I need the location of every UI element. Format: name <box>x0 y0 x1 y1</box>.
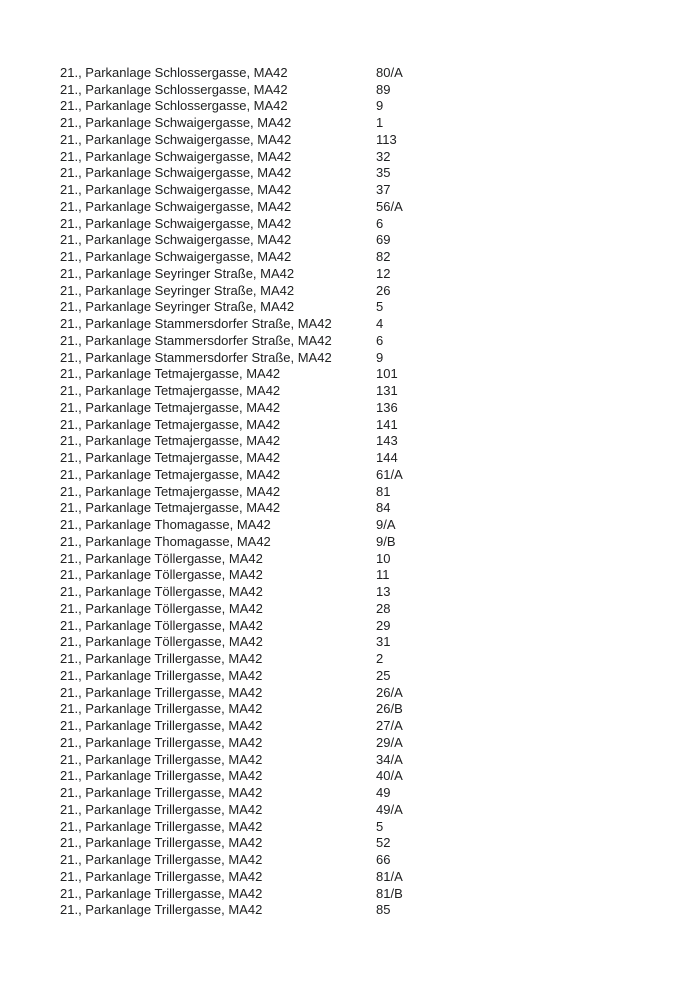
park-location-name: 21., Parkanlage Schwaigergasse, MA42 <box>60 232 292 248</box>
park-location-number: 113 <box>376 131 397 147</box>
park-location-number: 89 <box>376 81 391 97</box>
list-item <box>60 835 660 852</box>
park-location-name: 21., Parkanlage Trillergasse, MA42 <box>60 651 263 667</box>
park-location-number: 49/A <box>376 801 403 817</box>
park-location-name: 21., Parkanlage Trillergasse, MA42 <box>60 785 263 801</box>
park-location-number: 81/B <box>376 885 403 901</box>
park-location-number: 35 <box>376 165 391 181</box>
list-item <box>60 768 660 785</box>
park-location-number: 144 <box>376 450 398 466</box>
park-location-name: 21., Parkanlage Töllergasse, MA42 <box>60 584 263 600</box>
park-location-number: 101 <box>376 366 398 382</box>
park-location-number: 27/A <box>376 718 403 734</box>
park-location-number: 80/A <box>376 64 403 80</box>
park-location-name: 21., Parkanlage Seyringer Straße, MA42 <box>60 265 295 281</box>
list-item <box>60 902 660 919</box>
park-location-number: 9 <box>376 349 384 365</box>
park-location-name: 21., Parkanlage Schwaigergasse, MA42 <box>60 131 292 147</box>
park-location-number: 56/A <box>376 198 403 214</box>
list-item <box>60 684 660 701</box>
park-location-number: 13 <box>376 584 391 600</box>
list-item <box>60 131 660 148</box>
park-location-number: 61/A <box>376 466 403 482</box>
park-location-name: 21., Parkanlage Schwaigergasse, MA42 <box>60 249 292 265</box>
park-location-number: 6 <box>376 215 384 231</box>
park-location-name: 21., Parkanlage Tetmajergasse, MA42 <box>60 450 281 466</box>
list-item <box>60 466 660 483</box>
park-location-name: 21., Parkanlage Thomagasse, MA42 <box>60 517 271 533</box>
park-location-list <box>60 64 660 918</box>
park-location-name: 21., Parkanlage Töllergasse, MA42 <box>60 567 263 583</box>
park-location-number: 9 <box>376 98 384 114</box>
list-item <box>60 315 660 332</box>
list-item <box>60 634 660 651</box>
list-item <box>60 98 660 115</box>
list-item <box>60 533 660 550</box>
park-location-number: 85 <box>376 902 391 918</box>
park-location-name: 21., Parkanlage Tetmajergasse, MA42 <box>60 500 281 516</box>
park-location-number: 5 <box>376 818 384 834</box>
list-item <box>60 600 660 617</box>
park-location-number: 5 <box>376 299 384 315</box>
list-item <box>60 818 660 835</box>
list-item <box>60 885 660 902</box>
park-location-name: 21., Parkanlage Stammersdorfer Straße, MA42 <box>60 349 332 365</box>
park-location-name: 21., Parkanlage Tetmajergasse, MA42 <box>60 483 281 499</box>
park-location-name: 21., Parkanlage Trillergasse, MA42 <box>60 684 263 700</box>
park-location-name: 21., Parkanlage Schwaigergasse, MA42 <box>60 115 292 131</box>
park-location-name: 21., Parkanlage Schlossergasse, MA42 <box>60 98 288 114</box>
list-item <box>60 650 660 667</box>
park-location-number: 52 <box>376 835 391 851</box>
list-item <box>60 500 660 517</box>
park-location-name: 21., Parkanlage Schlossergasse, MA42 <box>60 81 288 97</box>
list-item <box>60 232 660 249</box>
list-item <box>60 667 660 684</box>
list-item <box>60 734 660 751</box>
park-location-name: 21., Parkanlage Tetmajergasse, MA42 <box>60 383 281 399</box>
park-location-name: 21., Parkanlage Thomagasse, MA42 <box>60 533 271 549</box>
park-location-number: 66 <box>376 852 391 868</box>
park-location-number: 40/A <box>376 768 403 784</box>
park-location-number: 9/A <box>376 517 396 533</box>
park-location-name: 21., Parkanlage Trillergasse, MA42 <box>60 667 263 683</box>
list-item <box>60 550 660 567</box>
list-item <box>60 717 660 734</box>
park-location-name: 21., Parkanlage Schlossergasse, MA42 <box>60 64 288 80</box>
park-location-name: 21., Parkanlage Stammersdorfer Straße, MA42 <box>60 332 332 348</box>
park-location-number: 6 <box>376 332 384 348</box>
park-location-name: 21., Parkanlage Tetmajergasse, MA42 <box>60 416 281 432</box>
park-location-name: 21., Parkanlage Stammersdorfer Straße, MA42 <box>60 316 332 332</box>
park-location-number: 81/A <box>376 868 403 884</box>
park-location-number: 9/B <box>376 533 396 549</box>
park-location-name: 21., Parkanlage Schwaigergasse, MA42 <box>60 165 292 181</box>
park-location-number: 32 <box>376 148 391 164</box>
list-item <box>60 299 660 316</box>
park-location-name: 21., Parkanlage Töllergasse, MA42 <box>60 634 263 650</box>
park-location-name: 21., Parkanlage Trillergasse, MA42 <box>60 835 263 851</box>
park-location-number: 26/A <box>376 684 403 700</box>
park-location-number: 2 <box>376 651 384 667</box>
list-item <box>60 114 660 131</box>
park-location-name: 21., Parkanlage Trillergasse, MA42 <box>60 818 263 834</box>
park-location-number: 81 <box>376 483 391 499</box>
park-location-name: 21., Parkanlage Trillergasse, MA42 <box>60 734 263 750</box>
list-item <box>60 148 660 165</box>
list-item <box>60 701 660 718</box>
park-location-number: 12 <box>376 265 391 281</box>
list-item <box>60 801 660 818</box>
park-location-name: 21., Parkanlage Töllergasse, MA42 <box>60 600 263 616</box>
list-item <box>60 198 660 215</box>
park-location-name: 21., Parkanlage Tetmajergasse, MA42 <box>60 433 281 449</box>
park-location-number: 29 <box>376 617 391 633</box>
park-location-name: 21., Parkanlage Trillergasse, MA42 <box>60 718 263 734</box>
park-location-number: 143 <box>376 433 398 449</box>
park-location-name: 21., Parkanlage Trillergasse, MA42 <box>60 852 263 868</box>
park-location-name: 21., Parkanlage Trillergasse, MA42 <box>60 751 263 767</box>
park-location-name: 21., Parkanlage Trillergasse, MA42 <box>60 868 263 884</box>
park-location-number: 31 <box>376 634 391 650</box>
park-location-number: 28 <box>376 600 391 616</box>
park-location-number: 131 <box>376 383 398 399</box>
list-item <box>60 282 660 299</box>
list-item <box>60 366 660 383</box>
list-item <box>60 349 660 366</box>
park-location-name: 21., Parkanlage Seyringer Straße, MA42 <box>60 299 295 315</box>
park-location-number: 34/A <box>376 751 403 767</box>
list-item <box>60 868 660 885</box>
park-location-number: 29/A <box>376 734 403 750</box>
park-location-name: 21., Parkanlage Töllergasse, MA42 <box>60 617 263 633</box>
list-item <box>60 516 660 533</box>
park-location-name: 21., Parkanlage Tetmajergasse, MA42 <box>60 366 281 382</box>
list-item <box>60 751 660 768</box>
park-location-name: 21., Parkanlage Tetmajergasse, MA42 <box>60 399 281 415</box>
park-location-number: 1 <box>376 115 384 131</box>
park-location-name: 21., Parkanlage Schwaigergasse, MA42 <box>60 148 292 164</box>
park-location-number: 25 <box>376 667 391 683</box>
park-location-number: 11 <box>376 567 390 583</box>
list-item <box>60 265 660 282</box>
park-location-name: 21., Parkanlage Schwaigergasse, MA42 <box>60 215 292 231</box>
list-item <box>60 433 660 450</box>
park-location-number: 136 <box>376 399 398 415</box>
park-location-name: 21., Parkanlage Trillergasse, MA42 <box>60 768 263 784</box>
park-location-name: 21., Parkanlage Trillergasse, MA42 <box>60 801 263 817</box>
park-location-number: 141 <box>376 416 398 432</box>
park-location-name: 21., Parkanlage Tetmajergasse, MA42 <box>60 466 281 482</box>
list-item <box>60 449 660 466</box>
list-item <box>60 181 660 198</box>
list-item <box>60 81 660 98</box>
park-location-number: 4 <box>376 316 384 332</box>
park-location-name: 21., Parkanlage Seyringer Straße, MA42 <box>60 282 295 298</box>
list-item <box>60 165 660 182</box>
list-item <box>60 64 660 81</box>
park-location-number: 69 <box>376 232 391 248</box>
park-location-number: 26 <box>376 282 391 298</box>
park-location-number: 10 <box>376 550 391 566</box>
park-location-name: 21., Parkanlage Schwaigergasse, MA42 <box>60 198 292 214</box>
park-location-name: 21., Parkanlage Trillergasse, MA42 <box>60 701 263 717</box>
park-location-number: 82 <box>376 249 391 265</box>
list-item <box>60 617 660 634</box>
list-item <box>60 784 660 801</box>
park-location-name: 21., Parkanlage Töllergasse, MA42 <box>60 550 263 566</box>
list-item <box>60 382 660 399</box>
park-location-name: 21., Parkanlage Trillergasse, MA42 <box>60 885 263 901</box>
list-item <box>60 399 660 416</box>
park-location-number: 84 <box>376 500 391 516</box>
list-item <box>60 215 660 232</box>
list-item <box>60 583 660 600</box>
park-location-name: 21., Parkanlage Trillergasse, MA42 <box>60 902 263 918</box>
list-item <box>60 416 660 433</box>
list-item <box>60 483 660 500</box>
list-item <box>60 248 660 265</box>
park-location-name: 21., Parkanlage Schwaigergasse, MA42 <box>60 182 292 198</box>
list-item <box>60 332 660 349</box>
list-item <box>60 567 660 584</box>
park-location-number: 49 <box>376 785 391 801</box>
park-location-number: 26/B <box>376 701 403 717</box>
park-location-number: 37 <box>376 182 391 198</box>
list-item <box>60 851 660 868</box>
